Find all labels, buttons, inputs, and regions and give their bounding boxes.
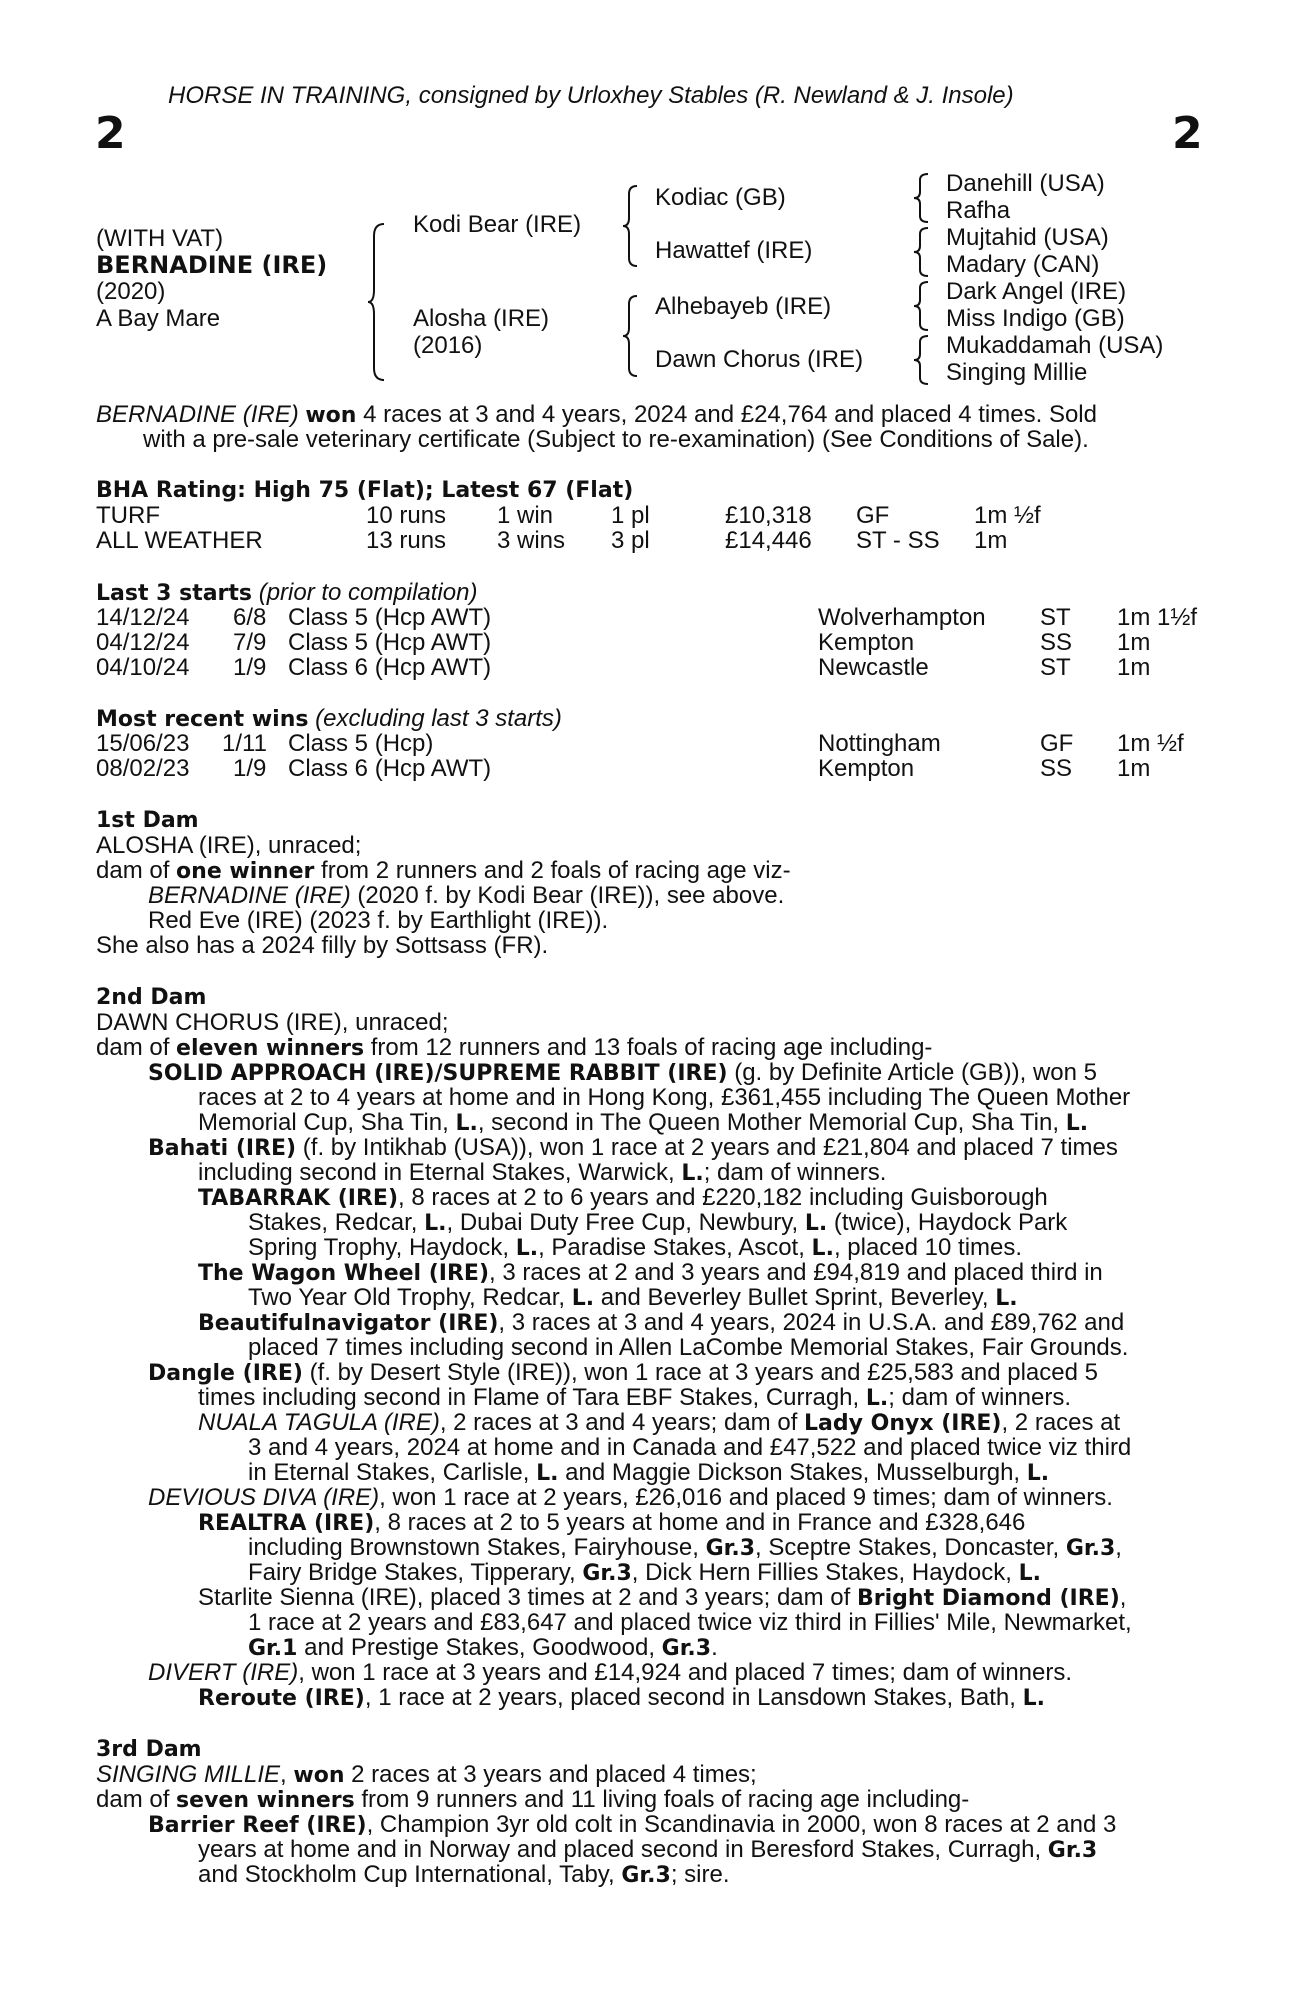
summary-line1-text: 4 races at 3 and 4 years, 2024 and £24,764 and placed 4 times. Sold — [356, 401, 1097, 428]
group-badge: Gr.3 — [1047, 1838, 1098, 1863]
text: ; dam of winners. — [888, 1384, 1072, 1411]
text: , 3 races at 2 and 3 years and £94,819 and placed third in — [489, 1259, 1103, 1286]
last3-distance: 1m 1½f — [1117, 604, 1198, 631]
dam2-line — [198, 1185, 1048, 1211]
rating-runs: 10 runs — [366, 502, 447, 529]
listed-badge: L. — [811, 1236, 834, 1261]
vat-label: (WITH VAT) — [96, 225, 224, 252]
summary-line-2: with a pre-sale veterinary certificate (Subject to re-examination) (See Conditions of Sale). — [143, 426, 1089, 453]
text: , — [280, 1761, 294, 1788]
dam2-heading: 2nd Dam — [96, 985, 207, 1010]
dam2-line — [198, 1310, 1124, 1336]
lot-number-left: 2 — [95, 108, 126, 159]
listed-badge: L. — [1022, 1686, 1045, 1711]
text: and Prestige Stakes, Goodwood, — [297, 1634, 662, 1661]
listed-badge: L. — [804, 1211, 828, 1236]
gen4-7: Mukaddamah (USA) — [946, 332, 1164, 359]
dam3-line — [198, 1862, 730, 1888]
dam2-line — [148, 1360, 1098, 1386]
text: dam of — [96, 1786, 177, 1813]
text: . — [711, 1634, 718, 1661]
text: , Dick Hern Fillies Stakes, Haydock, — [631, 1559, 1019, 1586]
text: Starlite Sienna (IRE), placed 3 times at 2 and 3 years; dam of — [198, 1584, 857, 1611]
last3-going: ST — [1040, 654, 1071, 681]
last3-distance: 1m — [1117, 654, 1151, 681]
horse-ref: DIVERT (IRE) — [148, 1659, 299, 1686]
gen3-sire-sire: Kodiac (GB) — [655, 184, 786, 211]
horse-ref: Lady Onyx (IRE) — [804, 1411, 1002, 1436]
horse-ref: BERNADINE (IRE) — [148, 882, 351, 909]
listed-badge: L. — [571, 1286, 595, 1311]
text: in Eternal Stakes, Carlisle, — [248, 1459, 537, 1486]
last3-heading — [96, 580, 477, 606]
recent-going: GF — [1040, 730, 1074, 757]
horse-description: A Bay Mare — [96, 305, 221, 332]
recent-class: Class 5 (Hcp) — [288, 730, 434, 757]
dam3-heading: 3rd Dam — [96, 1737, 202, 1762]
dam2-line — [148, 1060, 1097, 1086]
rating-going: GF — [856, 502, 890, 529]
won-label: won — [293, 1763, 345, 1788]
listed-badge: L. — [1018, 1561, 1041, 1586]
winners-count: eleven winners — [176, 1036, 365, 1061]
dam2-line — [198, 1160, 886, 1186]
text: , 8 races at 2 to 5 years at home and in France and £328,646 — [374, 1509, 1026, 1536]
gen4-1: Danehill (USA) — [946, 170, 1105, 197]
text: , 1 race at 2 years, placed second in Lansdown Stakes, Bath, — [364, 1684, 1023, 1711]
listed-badge: L. — [995, 1286, 1018, 1311]
summary-horse-name: BERNADINE (IRE) — [96, 401, 299, 428]
last3-position: 7/9 — [233, 629, 267, 656]
recent-date: 15/06/23 — [96, 730, 190, 757]
group-badge: Gr.3 — [582, 1561, 632, 1586]
text: ; dam of winners. — [703, 1159, 887, 1186]
text: including second in Eternal Stakes, Warwick, — [198, 1159, 682, 1186]
pedigree-brace-g4-2 — [912, 226, 932, 278]
last3-date: 04/10/24 — [96, 654, 190, 681]
horse-ref: Beautifulnavigator (IRE) — [198, 1311, 499, 1336]
recent-distance: 1m ½f — [1117, 730, 1184, 757]
text: including Brownstown Stakes, Fairyhouse, — [248, 1534, 706, 1561]
gen4-2: Rafha — [946, 197, 1011, 224]
dam2-line — [198, 1685, 1045, 1711]
text: Two Year Old Trophy, Redcar, — [248, 1284, 572, 1311]
last3-class: Class 5 (Hcp AWT) — [288, 629, 492, 656]
rating-wins: 3 wins — [497, 527, 566, 554]
text: times including second in Flame of Tara EBF Stakes, Curragh, — [198, 1384, 866, 1411]
text: Stakes, Redcar, — [248, 1209, 425, 1236]
last3-course: Kempton — [818, 629, 915, 656]
last3-date: 04/12/24 — [96, 629, 190, 656]
group-badge: Gr.3 — [705, 1536, 755, 1561]
horse-ref: NUALA TAGULA (IRE) — [198, 1409, 440, 1436]
listed-badge: L. — [455, 1111, 478, 1136]
dam1-line — [96, 858, 791, 884]
last3-note: (prior to compilation) — [258, 579, 478, 606]
dam2-line — [198, 1585, 1126, 1611]
text: from 9 runners and 11 living foals of racing age including- — [354, 1786, 970, 1813]
text: , Dubai Duty Free Cup, Newbury, — [446, 1209, 805, 1236]
text: and Stockholm Cup International, Taby, — [198, 1861, 622, 1888]
text: 2 races at 3 years and placed 4 times; — [344, 1761, 757, 1788]
last3-course: Newcastle — [818, 654, 929, 681]
horse-ref: Bright Diamond (IRE) — [857, 1586, 1120, 1611]
dam2-line — [248, 1235, 1022, 1261]
rating-wins: 1 win — [497, 502, 554, 529]
group-badge: Gr.3 — [621, 1863, 671, 1888]
horse-ref: REALTRA (IRE) — [198, 1511, 375, 1536]
gen4-6: Miss Indigo (GB) — [946, 305, 1125, 332]
rating-distance: 1m — [974, 527, 1008, 554]
rating-surface: ALL WEATHER — [96, 527, 263, 554]
text: , Paradise Stakes, Ascot, — [538, 1234, 812, 1261]
group-badge: Gr.3 — [1065, 1536, 1116, 1561]
pedigree-brace-g4-3 — [912, 280, 932, 332]
sire-name: Kodi Bear (IRE) — [413, 211, 582, 238]
text: Memorial Cup, Sha Tin, — [198, 1109, 456, 1136]
listed-badge: L. — [681, 1161, 704, 1186]
dam1-line: She also has a 2024 filly by Sottsass (FR). — [96, 932, 549, 959]
pedigree-brace-g4-1 — [912, 172, 932, 224]
lot-number-right: 2 — [1172, 108, 1203, 159]
text: Spring Trophy, Haydock, — [248, 1234, 516, 1261]
last3-position: 6/8 — [233, 604, 267, 631]
horse-ref: TABARRAK (IRE) — [198, 1186, 398, 1211]
pedigree-brace-gen1 — [366, 222, 388, 382]
horse-ref: DEVIOUS DIVA (IRE) — [148, 1484, 380, 1511]
rating-heading: BHA Rating: High 75 (Flat); Latest 67 (Flat) — [96, 478, 634, 503]
dam2-line: placed 7 times including second in Allen LaCombe Memorial Stakes, Fair Grounds. — [248, 1334, 1129, 1361]
text: (twice), Haydock Park — [827, 1209, 1068, 1236]
dam2-line: 1 race at 2 years and £83,647 and placed twice viz third in Fillies' Mile, Newmarket, — [248, 1609, 1132, 1636]
rating-prize: £14,446 — [725, 527, 812, 554]
recent-distance: 1m — [1117, 755, 1151, 782]
dam-year: (2016) — [413, 332, 483, 359]
last3-position: 1/9 — [233, 654, 267, 681]
dam1-line: Red Eve (IRE) (2023 f. by Earthlight (IRE)). — [148, 907, 609, 934]
recent-position: 1/9 — [233, 755, 267, 782]
last3-going: ST — [1040, 604, 1071, 631]
dam2-line — [198, 1410, 1120, 1436]
gen3-dam-dam: Dawn Chorus (IRE) — [655, 346, 864, 373]
text: (g. by Definite Article (GB)), won 5 — [727, 1059, 1098, 1086]
gen4-5: Dark Angel (IRE) — [946, 278, 1127, 305]
pedigree-brace-sire — [621, 184, 641, 268]
last3-date: 14/12/24 — [96, 604, 190, 631]
dam1-heading: 1st Dam — [96, 808, 199, 833]
gen3-sire-dam: Hawattef (IRE) — [655, 237, 813, 264]
horse-ref: Bahati (IRE) — [148, 1136, 297, 1161]
dam2-line — [248, 1210, 1067, 1236]
text: , won 1 race at 3 years and £14,924 and placed 7 times; dam of winners. — [298, 1659, 1073, 1686]
rating-going: ST - SS — [856, 527, 940, 554]
group-badge: Gr.1 — [248, 1636, 298, 1661]
recent-position: 1/11 — [222, 730, 267, 757]
text: , second in The Queen Mother Memorial Cup, Sha Tin, — [477, 1109, 1066, 1136]
text: , 2 races at 3 and 4 years; dam of — [439, 1409, 805, 1436]
gen4-4: Madary (CAN) — [946, 251, 1100, 278]
dam2-line — [198, 1260, 1103, 1286]
dam2-line: DAWN CHORUS (IRE), unraced; — [96, 1009, 449, 1036]
dam2-line — [148, 1485, 1113, 1510]
horse-name: BERNADINE (IRE) — [96, 251, 328, 279]
dam2-line: races at 2 to 4 years at home and in Hong Kong, £361,455 including The Queen Mother — [198, 1084, 1131, 1111]
last3-class: Class 6 (Hcp AWT) — [288, 654, 492, 681]
dam2-line — [198, 1510, 1025, 1536]
horse-year: (2020) — [96, 278, 166, 305]
text: Fairy Bridge Stakes, Tipperary, — [248, 1559, 583, 1586]
last3-going: SS — [1040, 629, 1073, 656]
rating-surface: TURF — [96, 502, 160, 529]
text: (f. by Desert Style (IRE)), won 1 race at 3 years and £25,583 and placed 5 — [302, 1359, 1098, 1386]
dam2-line — [248, 1460, 1049, 1486]
text: , placed 10 times. — [833, 1234, 1023, 1261]
page-header-title: HORSE IN TRAINING, consigned by Urloxhey Stables (R. Newland & J. Insole) — [168, 82, 1014, 109]
text: , 2 races at — [1001, 1409, 1121, 1436]
text: , 3 races at 3 and 4 years, 2024 in U.S.A. and £89,762 and — [498, 1309, 1125, 1336]
pedigree-brace-g4-4 — [912, 334, 932, 386]
text: , Champion 3yr old colt in Scandinavia in 2000, won 8 races at 2 and 3 — [366, 1811, 1117, 1838]
text: from 12 runners and 13 foals of racing age including- — [364, 1034, 933, 1061]
horse-ref: Dangle (IRE) — [148, 1361, 303, 1386]
winners-count: seven winners — [176, 1788, 355, 1813]
listed-badge: L. — [1065, 1111, 1089, 1136]
text: , 8 races at 2 to 6 years and £220,182 including Guisborough — [398, 1184, 1048, 1211]
dam2-line — [248, 1635, 718, 1661]
recent-heading — [96, 706, 562, 732]
dam1-line — [148, 883, 784, 908]
dam2-line — [148, 1660, 1072, 1685]
rating-placed: 3 pl — [611, 527, 650, 554]
group-badge: Gr.3 — [661, 1636, 712, 1661]
rating-runs: 13 runs — [366, 527, 447, 554]
dam3-line — [198, 1837, 1097, 1863]
recent-class: Class 6 (Hcp AWT) — [288, 755, 492, 782]
recent-going: SS — [1040, 755, 1073, 782]
horse-ref: Reroute (IRE) — [198, 1686, 365, 1711]
summary-line-1 — [96, 402, 1097, 428]
gen4-8: Singing Millie — [946, 359, 1088, 386]
recent-note: (excluding last 3 starts) — [315, 705, 562, 732]
text: ; sire. — [670, 1861, 730, 1888]
listed-badge: L. — [536, 1461, 559, 1486]
text: and Maggie Dickson Stakes, Musselburgh, — [558, 1459, 1027, 1486]
text: , won 1 race at 2 years, £26,016 and placed 9 times; dam of winners. — [379, 1484, 1113, 1511]
dam2-line — [248, 1560, 1041, 1586]
last3-course: Wolverhampton — [818, 604, 986, 631]
text: (f. by Intikhab (USA)), won 1 race at 2 years and £21,804 and placed 7 times — [296, 1134, 1118, 1161]
text: dam of — [96, 1034, 177, 1061]
winners-count: one winner — [176, 859, 315, 884]
last3-heading-text: Last 3 starts — [96, 581, 253, 606]
last3-class: Class 5 (Hcp AWT) — [288, 604, 492, 631]
text: years at home and in Norway and placed second in Beresford Stakes, Curragh, — [198, 1836, 1048, 1863]
pedigree-brace-dam — [621, 294, 641, 378]
horse-ref: The Wagon Wheel (IRE) — [198, 1261, 489, 1286]
text: (2020 f. by Kodi Bear (IRE)), see above. — [350, 882, 785, 909]
text: from 2 runners and 2 foals of racing age viz- — [314, 857, 791, 884]
dam2-line — [248, 1535, 1122, 1561]
listed-badge: L. — [424, 1211, 447, 1236]
horse-ref: SOLID APPROACH (IRE)/SUPREME RABBIT (IRE) — [148, 1061, 728, 1086]
dam2-line — [148, 1135, 1118, 1161]
rating-prize: £10,318 — [725, 502, 812, 529]
dam3-line — [148, 1812, 1116, 1838]
dam2-line — [248, 1285, 1018, 1311]
dam2-line — [96, 1035, 932, 1061]
summary-won: won — [305, 403, 357, 428]
rating-placed: 1 pl — [611, 502, 650, 529]
text: and Beverley Bullet Sprint, Beverley, — [594, 1284, 996, 1311]
recent-date: 08/02/23 — [96, 755, 190, 782]
text: , Sceptre Stakes, Doncaster, — [755, 1534, 1066, 1561]
dam3-line — [96, 1787, 969, 1813]
gen3-dam-sire: Alhebayeb (IRE) — [655, 293, 832, 320]
text: , — [1119, 1584, 1127, 1611]
recent-course: Kempton — [818, 755, 915, 782]
horse-ref: SINGING MILLIE — [96, 1761, 281, 1788]
text: dam of — [96, 857, 177, 884]
dam2-line: 3 and 4 years, 2024 at home and in Canada and £47,522 and placed twice viz third — [248, 1434, 1132, 1461]
recent-course: Nottingham — [818, 730, 941, 757]
last3-distance: 1m — [1117, 629, 1151, 656]
listed-badge: L. — [865, 1386, 889, 1411]
horse-ref: Barrier Reef (IRE) — [148, 1813, 367, 1838]
listed-badge: L. — [515, 1236, 539, 1261]
listed-badge: L. — [1026, 1461, 1050, 1486]
dam-name: Alosha (IRE) — [413, 305, 550, 332]
dam2-line — [198, 1385, 1071, 1411]
rating-distance: 1m ½f — [974, 502, 1041, 529]
dam3-line — [96, 1762, 757, 1788]
dam2-line — [198, 1110, 1088, 1136]
dam1-line: ALOSHA (IRE), unraced; — [96, 832, 362, 859]
text: , — [1115, 1534, 1122, 1561]
recent-heading-text: Most recent wins — [96, 707, 309, 732]
gen4-3: Mujtahid (USA) — [946, 224, 1109, 251]
